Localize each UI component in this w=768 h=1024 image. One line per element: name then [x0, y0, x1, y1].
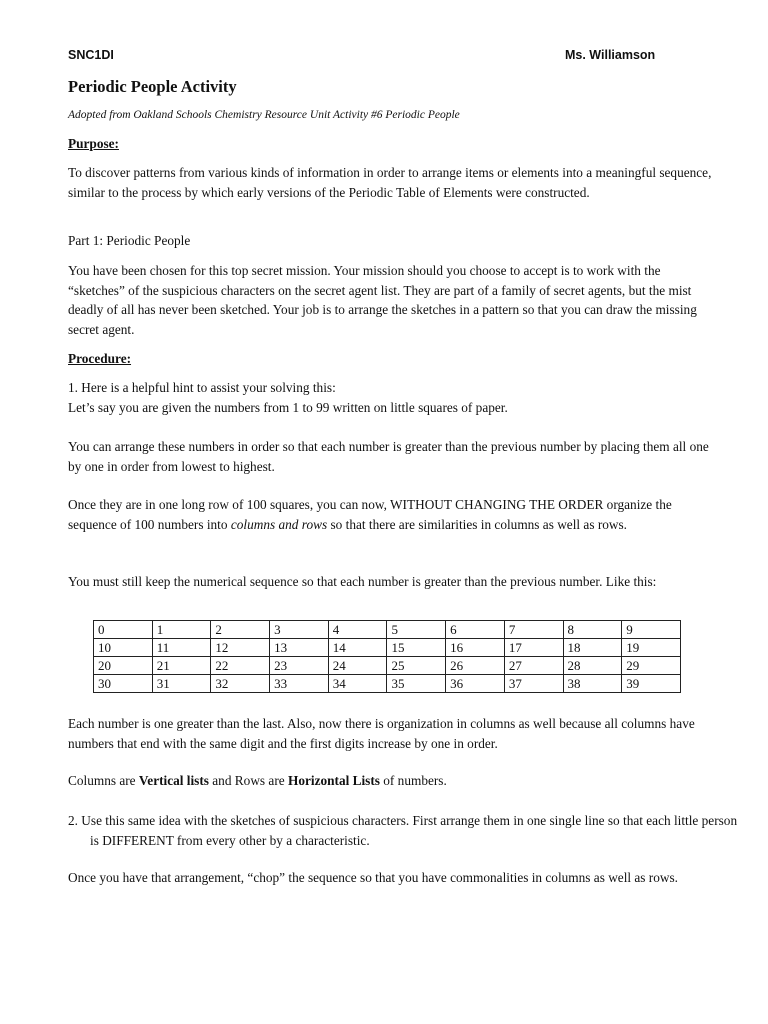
table-cell: 21 [152, 657, 211, 675]
table-row [94, 657, 681, 675]
step1-line2: Let’s say you are given the numbers from 1 to 99 written on little squares of paper. [68, 399, 508, 415]
table-cell: 3 [270, 621, 329, 639]
table-cell: 0 [94, 621, 153, 639]
table-cell: 22 [211, 657, 270, 675]
def-text-a: Columns are [68, 773, 139, 788]
table-cell: 15 [387, 639, 446, 657]
table-cell: 1 [152, 621, 211, 639]
table-cell: 7 [504, 621, 563, 639]
table-cell: 19 [622, 639, 681, 657]
table-cell: 38 [563, 675, 622, 693]
course-code: SNC1DI [68, 48, 114, 62]
step1-line1: 1. Here is a helpful hint to assist your solving this: [68, 380, 336, 395]
table-row [94, 621, 681, 639]
sequence-paragraph: You must still keep the numerical sequence so that each number is greater than the previous number. Like this: [68, 574, 657, 589]
table-cell: 37 [504, 675, 563, 693]
table-cell: 30 [94, 675, 153, 693]
teacher-name: Ms. Williamson [565, 48, 656, 62]
table-cell: 35 [387, 675, 446, 693]
table-cell: 34 [328, 675, 387, 693]
table-cell: 28 [563, 657, 622, 675]
table-cell: 12 [211, 639, 270, 657]
columns-rows-definition [68, 771, 718, 791]
def-vertical-lists: Vertical lists [138, 773, 209, 788]
table-cell: 14 [328, 639, 387, 657]
table-cell: 33 [270, 675, 329, 693]
table-cell: 6 [446, 621, 505, 639]
arrange-paragraph: You can arrange these numbers in order so that each number is greater than the previous number by placing them all one by one in order from lowest to highest. [68, 439, 709, 474]
table-cell: 13 [270, 639, 329, 657]
organize-text-a: Once they are in one long row of 100 squares, you can now, WITHOUT CHANGING THE ORDER organize the sequence of 100 numbers into [68, 497, 672, 532]
part1-title: Part 1: Periodic People [68, 233, 191, 248]
table-cell: 31 [152, 675, 211, 693]
step2-paragraph: 2. Use this same idea with the sketches of suspicious characters. First arrange them in one single line so that each little person is DIFFERENT from every other by a characteristic. [68, 813, 738, 848]
table-cell: 39 [622, 675, 681, 693]
table-cell: 23 [270, 657, 329, 675]
table-cell: 16 [446, 639, 505, 657]
source-citation: Adopted from Oakland Schools Chemistry Resource Unit Activity #6 Periodic People [68, 109, 460, 121]
def-text-b: and Rows are [208, 773, 288, 788]
def-text-c: of numbers. [379, 773, 447, 788]
table-cell: 9 [622, 621, 681, 639]
table-cell: 5 [387, 621, 446, 639]
number-table [93, 620, 681, 693]
table-row [94, 639, 681, 657]
table-cell: 18 [563, 639, 622, 657]
table-cell: 25 [387, 657, 446, 675]
table-cell: 36 [446, 675, 505, 693]
table-cell: 32 [211, 675, 270, 693]
table-cell: 8 [563, 621, 622, 639]
table-cell: 26 [446, 657, 505, 675]
table-cell: 20 [94, 657, 153, 675]
table-cell: 29 [622, 657, 681, 675]
def-horizontal-lists: Horizontal Lists [287, 773, 380, 788]
page-title: Periodic People Activity [68, 77, 237, 96]
number-table-body [94, 621, 681, 693]
table-cell: 17 [504, 639, 563, 657]
chop-paragraph: Once you have that arrangement, “chop” the sequence so that you have commonalities in columns as well as rows. [68, 870, 678, 885]
table-cell: 2 [211, 621, 270, 639]
organize-paragraph [68, 495, 718, 534]
table-cell: 4 [328, 621, 387, 639]
organize-emphasis: columns and rows [230, 516, 328, 532]
table-cell: 10 [94, 639, 153, 657]
step1-hint [68, 378, 718, 417]
purpose-paragraph: To discover patterns from various kinds of information in order to arrange items or elements into a meaningful sequence, similar to the process by which early versions of the Periodic Table of Elements were constructed. [68, 165, 712, 200]
table-cell: 24 [328, 657, 387, 675]
part1-paragraph: You have been chosen for this top secret mission. Your mission should you choose to accept is to work with the “sketches” of the suspicious characters on the secret agent list. They are part of a family of secret agents, but the mist deadly of all has never been sketched. Your job is to arrange the sketches in a pattern so that you can draw the missing secret agent. [68, 263, 697, 337]
table-cell: 27 [504, 657, 563, 675]
table-row [94, 675, 681, 693]
purpose-heading: Purpose: [68, 136, 119, 151]
explanation-paragraph: Each number is one greater than the last. Also, now there is organization in columns as well because all columns have numbers that end with the same digit and the first digits increase by one in order. [68, 716, 695, 751]
procedure-heading: Procedure: [68, 351, 132, 366]
organize-text-b: so that there are similarities in columns as well as rows. [327, 516, 628, 532]
table-cell: 11 [152, 639, 211, 657]
